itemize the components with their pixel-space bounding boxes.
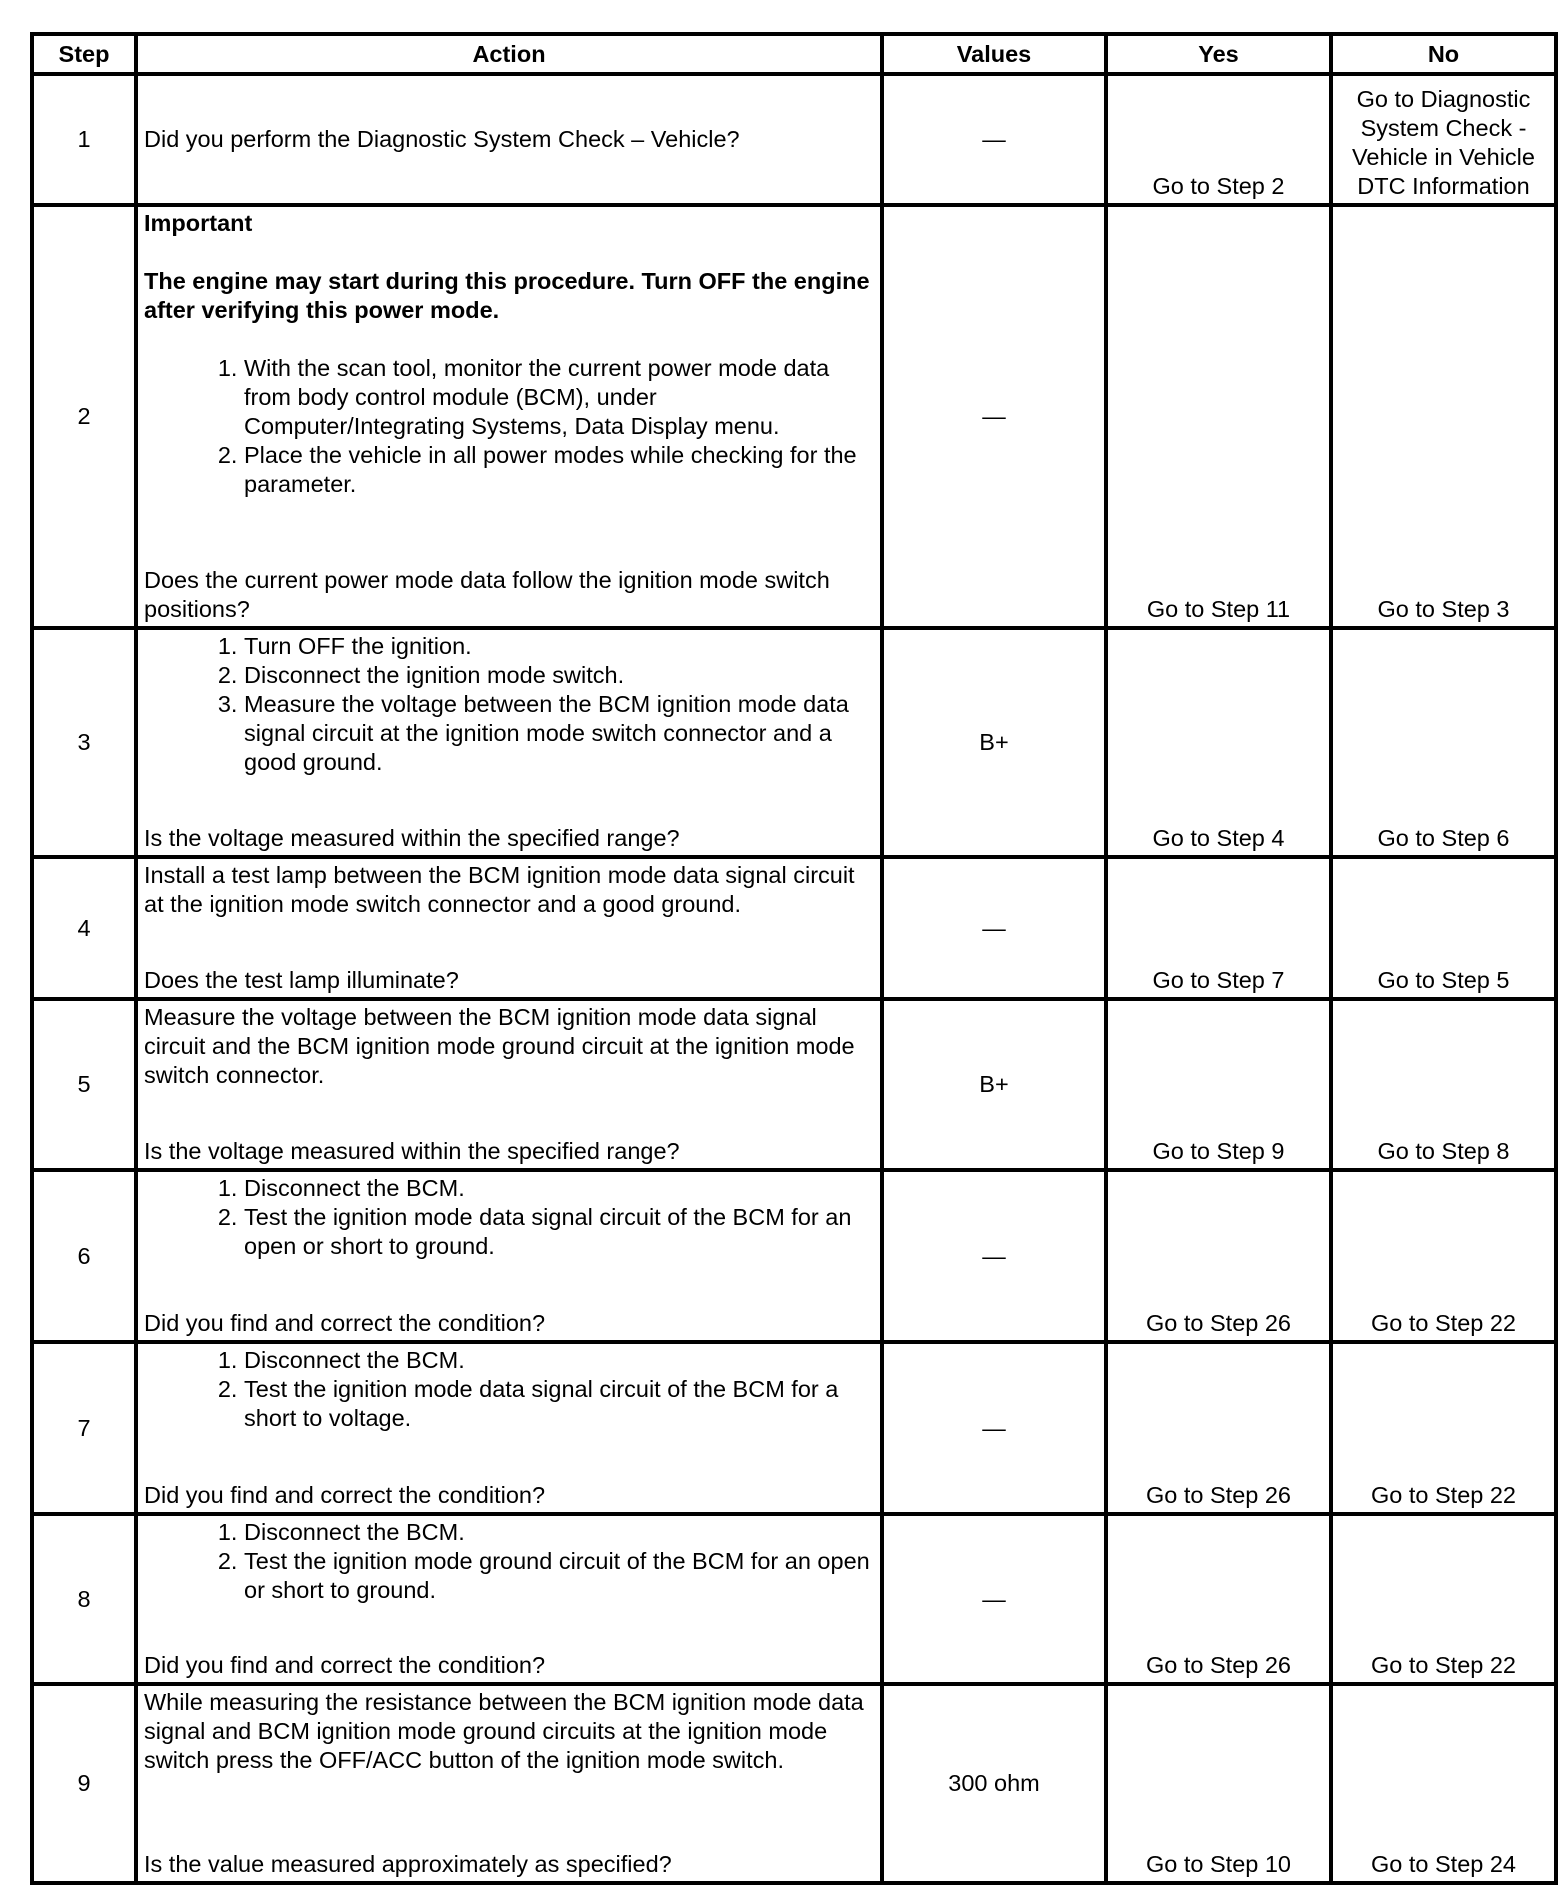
action-cell [136, 205, 882, 628]
yes-result: Go to Step 11 [1106, 205, 1331, 628]
action-step: 1. Turn OFF the ignition. [244, 632, 874, 661]
action-content [144, 1346, 874, 1510]
no-result: Go to Step 22 [1331, 1514, 1556, 1684]
table-row [32, 1514, 1556, 1684]
step-number: 3 [32, 628, 136, 857]
action-content [144, 1003, 874, 1166]
action-question: Does the test lamp illuminate? [144, 967, 459, 993]
value-cell: B+ [882, 628, 1106, 857]
yes-result: Go to Step 9 [1106, 999, 1331, 1170]
action-steps [144, 632, 874, 777]
header-step: Step [32, 34, 136, 74]
no-result: Go to Step 8 [1331, 999, 1556, 1170]
action-question: Did you find and correct the condition? [144, 1482, 546, 1508]
value-cell: — [882, 74, 1106, 205]
action-content [144, 1688, 874, 1879]
action-step: 2. Test the ignition mode ground circuit of the BCM for an open or short to ground. [244, 1547, 874, 1605]
value-cell: B+ [882, 999, 1106, 1170]
header-action: Action [136, 34, 882, 74]
action-step: 1. With the scan tool, monitor the current power mode data from body control module (BCM), under Computer/Integrating Systems, Data Display menu. [244, 354, 874, 441]
step-number: 4 [32, 857, 136, 999]
no-result: Go to Step 6 [1331, 628, 1556, 857]
action-step: 1. Disconnect the BCM. [244, 1346, 874, 1375]
action-instructions [144, 1174, 874, 1261]
spacer [144, 325, 874, 354]
action-step: 2. Disconnect the ignition mode switch. [244, 661, 874, 690]
yes-result: Go to Step 26 [1106, 1170, 1331, 1342]
warning-text: The engine may start during this procedure. Turn OFF the engine after verifying this power mode. [144, 268, 870, 323]
step-number: 5 [32, 999, 136, 1170]
important-label: Important [144, 210, 253, 236]
table-row [32, 74, 1556, 205]
yes-result: Go to Step 26 [1106, 1514, 1331, 1684]
step-number: 7 [32, 1342, 136, 1514]
table-row [32, 205, 1556, 628]
step-number: 8 [32, 1514, 136, 1684]
no-result: Go to Step 3 [1331, 205, 1556, 628]
action-question: Did you find and correct the condition? [144, 1310, 546, 1336]
action-text: Install a test lamp between the BCM ignition mode data signal circuit at the ignition mode switch connector and a good ground. [144, 862, 855, 917]
value-cell: 300 ohm [882, 1684, 1106, 1883]
action-instructions [144, 1003, 874, 1090]
no-result: Go to Diagnostic System Check - Vehicle in Vehicle DTC Information [1331, 74, 1556, 205]
action-steps [144, 354, 874, 499]
header-values: Values [882, 34, 1106, 74]
action-step: 1. Disconnect the BCM. [244, 1518, 874, 1547]
value-cell: — [882, 1514, 1106, 1684]
value-cell: — [882, 1342, 1106, 1514]
no-result: Go to Step 24 [1331, 1684, 1556, 1883]
step-number: 1 [32, 74, 136, 205]
no-result: Go to Step 22 [1331, 1170, 1556, 1342]
header-no: No [1331, 34, 1556, 74]
action-instructions [144, 1518, 874, 1605]
action-question: Did you perform the Diagnostic System Check – Vehicle? [144, 126, 740, 152]
action-text: While measuring the resistance between the BCM ignition mode data signal and BCM ignition mode ground circuits at the ignition mode switch press the OFF/ACC button of the ignition mode switch. [144, 1689, 864, 1773]
action-cell [136, 1514, 882, 1684]
action-cell [136, 857, 882, 999]
step-number: 6 [32, 1170, 136, 1342]
action-step: 2. Test the ignition mode data signal circuit of the BCM for an open or short to ground. [244, 1203, 874, 1261]
diagnostic-table [30, 32, 1558, 1885]
no-result: Go to Step 5 [1331, 857, 1556, 999]
action-cell [136, 74, 882, 205]
step-number: 9 [32, 1684, 136, 1883]
action-cell [136, 1684, 882, 1883]
action-instructions [144, 1688, 874, 1775]
yes-result: Go to Step 4 [1106, 628, 1331, 857]
spacer [144, 238, 874, 267]
yes-result: Go to Step 2 [1106, 74, 1331, 205]
action-instructions [144, 861, 874, 919]
table-row [32, 628, 1556, 857]
action-content [144, 78, 874, 201]
action-step: 1. Disconnect the BCM. [244, 1174, 874, 1203]
action-steps [144, 1174, 874, 1261]
action-steps [144, 1346, 874, 1433]
action-content [144, 209, 874, 624]
action-content [144, 632, 874, 853]
action-question: Is the voltage measured within the specified range? [144, 825, 680, 851]
value-cell: — [882, 205, 1106, 628]
table-row [32, 857, 1556, 999]
value-cell: — [882, 1170, 1106, 1342]
action-steps [144, 1518, 874, 1605]
action-cell [136, 999, 882, 1170]
action-text: Measure the voltage between the BCM ignition mode data signal circuit and the BCM ignition mode ground circuit at the ignition mode switch connector. [144, 1004, 855, 1088]
yes-result: Go to Step 10 [1106, 1684, 1331, 1883]
table-row [32, 1170, 1556, 1342]
action-step: 2. Place the vehicle in all power modes while checking for the parameter. [244, 441, 874, 499]
action-step: 3. Measure the voltage between the BCM ignition mode data signal circuit at the ignition mode switch connector and a good ground. [244, 690, 874, 777]
action-question: Is the value measured approximately as specified? [144, 1851, 672, 1877]
action-content [144, 1518, 874, 1680]
action-content [144, 861, 874, 995]
header-yes: Yes [1106, 34, 1331, 74]
action-step: 2. Test the ignition mode data signal circuit of the BCM for a short to voltage. [244, 1375, 874, 1433]
header-row [32, 34, 1556, 74]
step-number: 2 [32, 205, 136, 628]
action-question: Is the voltage measured within the specified range? [144, 1138, 680, 1164]
no-result: Go to Step 22 [1331, 1342, 1556, 1514]
action-instructions [144, 1346, 874, 1433]
table-row [32, 999, 1556, 1170]
action-instructions [144, 209, 874, 499]
table-row [32, 1684, 1556, 1883]
value-cell: — [882, 857, 1106, 999]
action-question: Did you find and correct the condition? [144, 1652, 546, 1678]
action-cell [136, 628, 882, 857]
yes-result: Go to Step 26 [1106, 1342, 1331, 1514]
yes-result: Go to Step 7 [1106, 857, 1331, 999]
action-content [144, 1174, 874, 1338]
action-cell [136, 1170, 882, 1342]
action-instructions [144, 632, 874, 777]
action-cell [136, 1342, 882, 1514]
table-row [32, 1342, 1556, 1514]
action-question: Does the current power mode data follow the ignition mode switch positions? [144, 567, 830, 622]
